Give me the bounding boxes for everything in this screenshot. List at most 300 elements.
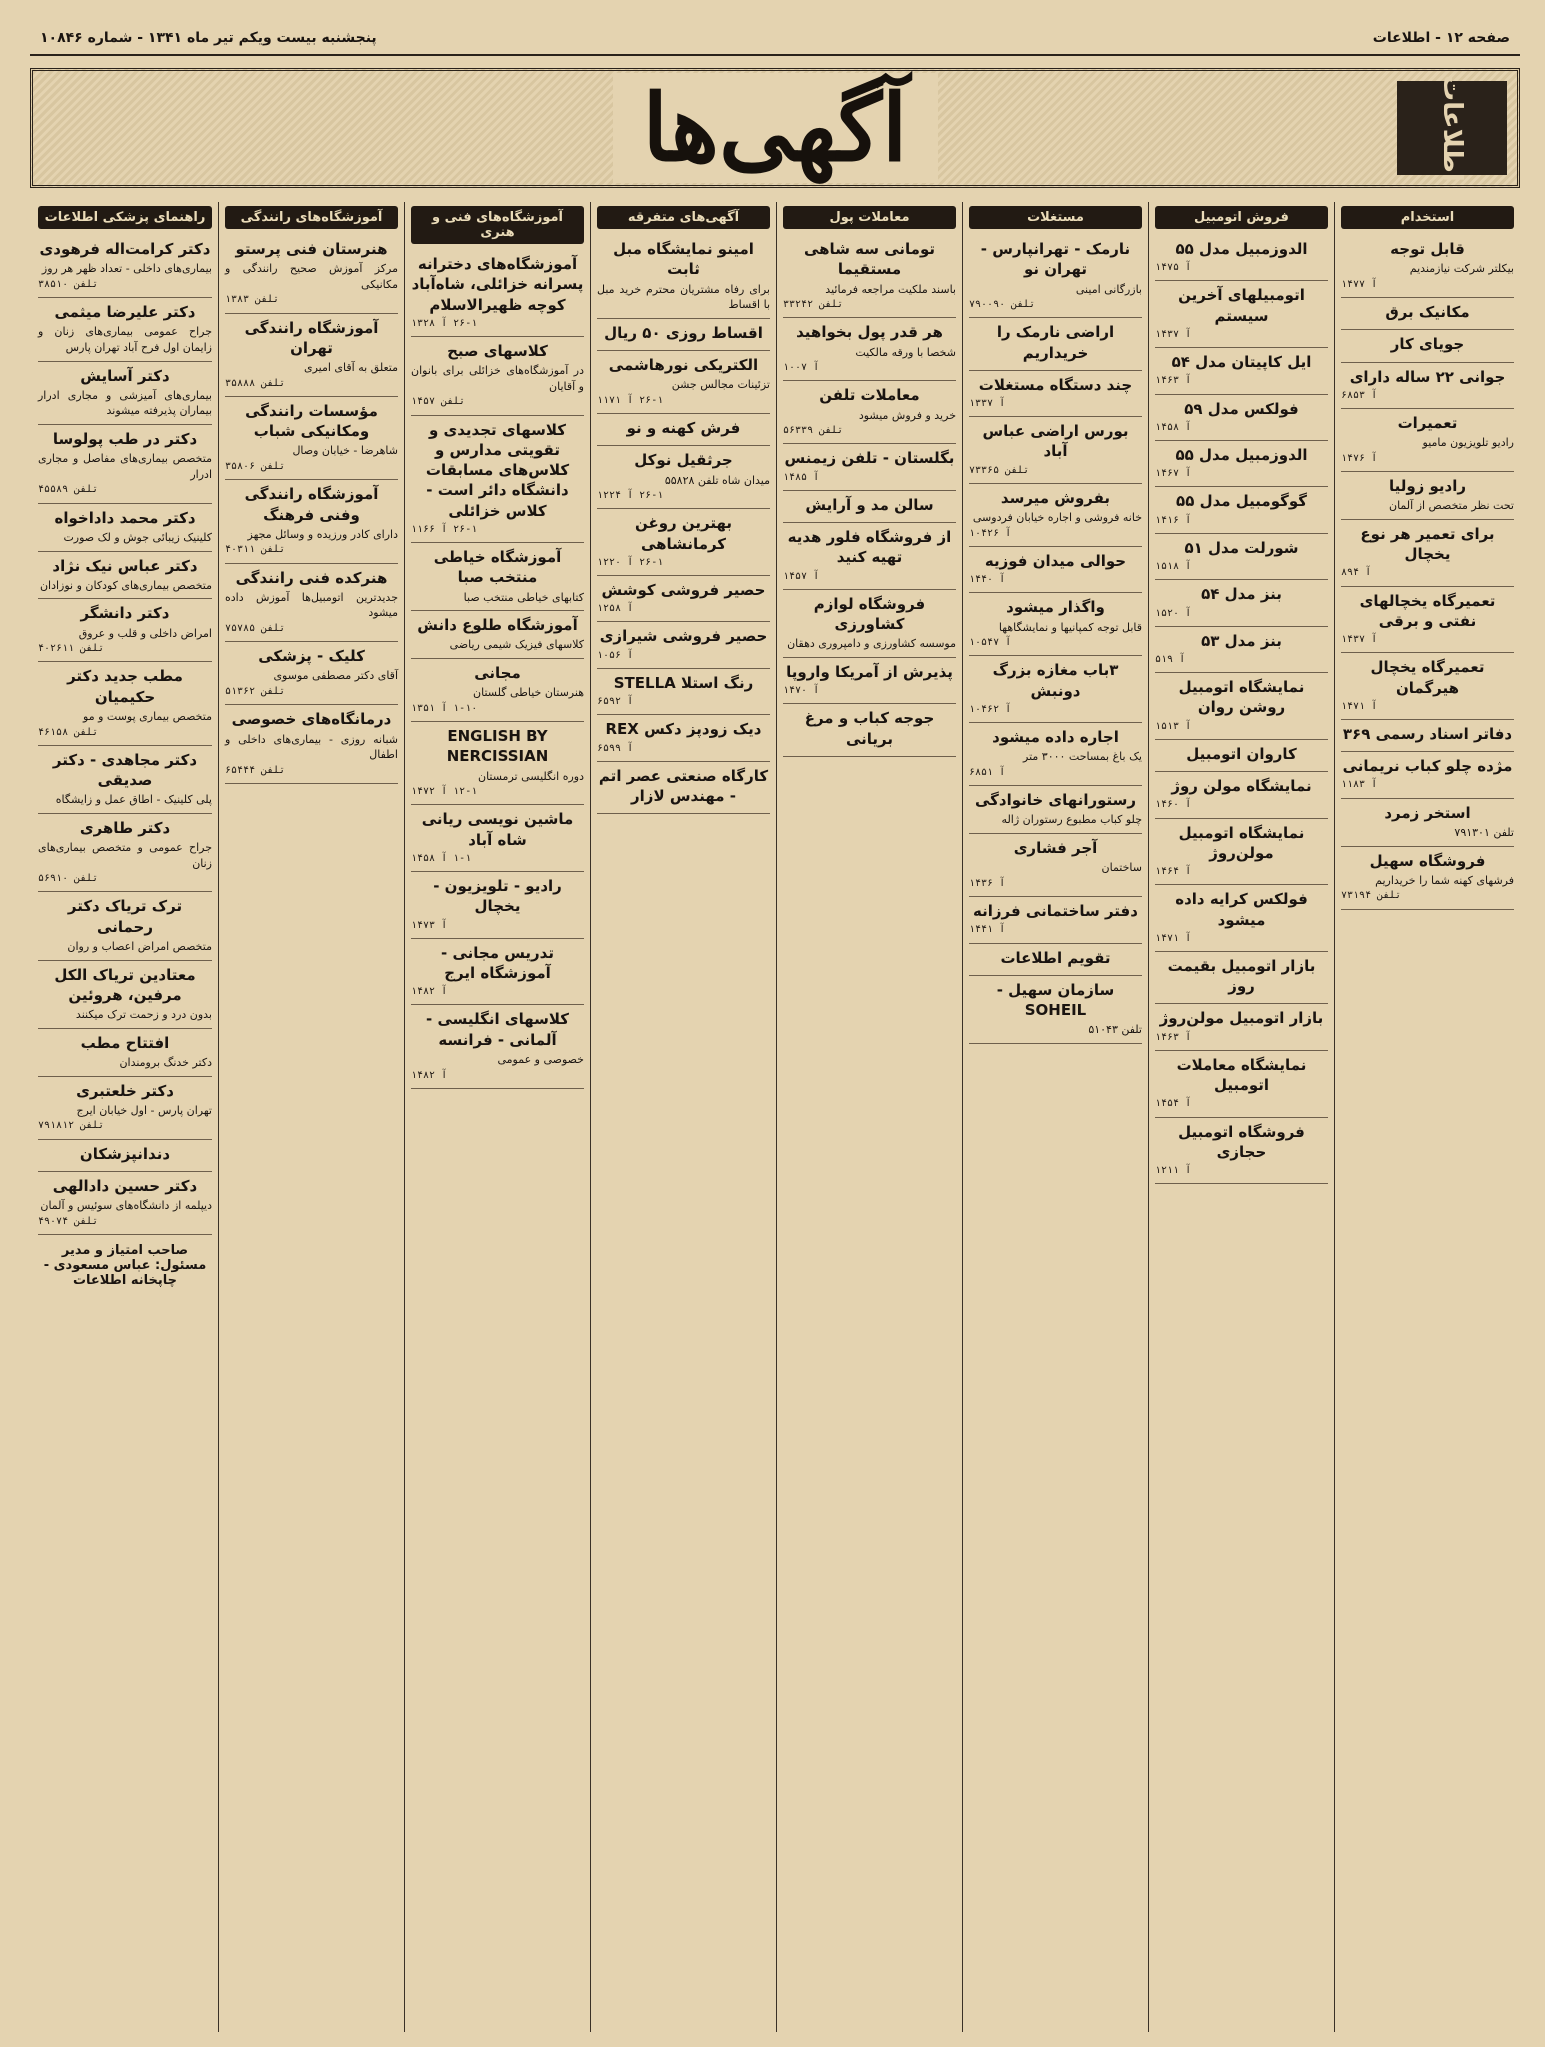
ad-code: تلفن ۷۳۱۹۴ xyxy=(1341,890,1402,902)
ad-title: فولکس مدل ۵۹ xyxy=(1184,399,1299,418)
ad-title: افتتاح مطب xyxy=(80,1033,170,1052)
classified-ad xyxy=(38,814,212,893)
ad-title: تومانی سه شاهی مستقیما xyxy=(803,240,935,279)
ad-code: آ ۱۰۵۴۷ xyxy=(969,637,1012,649)
ad-code: تلفن ۳۳۲۴۲ xyxy=(783,299,844,311)
classified-ad xyxy=(783,318,956,381)
column-money-deals xyxy=(776,202,962,2032)
ad-code: تلفن ۴۰۳۱۱ xyxy=(225,544,286,556)
classified-ad xyxy=(597,622,770,668)
ad-body: متخصص بیماری پوست و مو xyxy=(83,709,212,723)
ad-body: بیکلتر شرکت نیازمندیم xyxy=(1409,262,1514,276)
ad-title: دکتر عباس نیک نژاد xyxy=(52,556,198,575)
ad-code: آ ۱۴۶۴ xyxy=(1155,866,1192,878)
ad-code: تلفن ۳۵۸۰۶ xyxy=(225,461,286,473)
ad-title: حصیر فروشی کوشش xyxy=(601,581,766,599)
ad-title: درمانگاه‌های خصوصی xyxy=(231,710,392,729)
ad-code: تلفن ۷۵۷۸۵ xyxy=(225,623,286,635)
ad-body: چلو کباب مطبوع رستوران ژاله xyxy=(1001,813,1142,827)
classified-ad xyxy=(38,746,212,814)
classified-ad xyxy=(225,480,398,563)
classified-ad xyxy=(783,523,956,590)
classified-ad xyxy=(969,944,1142,976)
ad-code: آ ۶۸۵۳ xyxy=(1341,389,1378,401)
ad-title: آموزشگاه‌های دخترانه پسرانه خزائلی، شاه‌آباد کوچه ظهیرالاسلام xyxy=(411,255,584,314)
classified-ad xyxy=(1155,580,1328,626)
ad-body: بیماری‌های داخلی - تعداد ظهر هر روز xyxy=(41,262,212,276)
column-real-estate xyxy=(962,202,1148,2032)
classified-ad xyxy=(1341,799,1514,847)
ad-code: آ ۶۸۵۱ xyxy=(969,767,1006,778)
ad-title: دفاتر اسناد رسمی ۳۶۹ xyxy=(1342,724,1513,743)
classified-ad xyxy=(1341,363,1514,409)
classified-ad xyxy=(597,669,770,715)
classified-ad xyxy=(597,715,770,761)
ad-code: تلفن ۷۹۰۰۹۰ xyxy=(969,299,1036,311)
ad-title: جوانی ۲۲ ساله دارای xyxy=(1349,367,1506,386)
classified-ad xyxy=(411,805,584,872)
ad-code: تلفن ۷۹۱۸۱۲ xyxy=(38,1120,105,1132)
ad-title: بهترین روغن کرمانشاهی xyxy=(634,514,733,553)
ad-title: دکتر حسین دادالهی xyxy=(52,1176,198,1195)
ad-title: بازار اتومبیل مولن‌روژ xyxy=(1159,1009,1324,1028)
classified-ad xyxy=(1341,409,1514,472)
ad-title: ENGLISH BY NERCISSIAN xyxy=(446,727,549,766)
ad-title: آموزشگاه رانندگی تهران xyxy=(244,318,379,357)
ad-body: دوره انگلیسی ترمستان xyxy=(478,769,584,783)
ad-title: فرش کهنه و نو xyxy=(626,419,741,438)
classified-ad xyxy=(1155,1004,1328,1050)
classified-ad xyxy=(597,414,770,446)
ad-code: تلفن ۳۵۸۸۸ xyxy=(225,377,286,389)
ad-code: تلفن ۱۴۵۷ xyxy=(411,396,466,408)
ad-code: آ ۱۴۵۸ xyxy=(1155,421,1192,433)
classified-ad xyxy=(1341,330,1514,362)
ad-title: ترک تریاک دکتر رحمانی xyxy=(67,897,183,936)
ad-title: آموزشگاه طلوع دانش xyxy=(417,616,578,635)
ad-title: دکتر علیرضا میثمی xyxy=(54,303,196,322)
ad-title: جویای کار xyxy=(1390,335,1465,354)
classified-ad xyxy=(969,417,1142,484)
column-medical-guide xyxy=(32,202,218,2032)
classified-ad xyxy=(225,235,398,314)
classified-ad xyxy=(1341,472,1514,520)
masthead-title: آگهی‌ها xyxy=(613,73,938,183)
classified-ad xyxy=(1341,847,1514,910)
ad-title: فروشگاه لوازم کشاورزی xyxy=(813,594,926,634)
classified-ad xyxy=(1155,819,1328,886)
ad-code: آ ۱۴۶۳ xyxy=(1155,1031,1192,1043)
ad-body: خرید و فروش میشود xyxy=(858,408,956,422)
ad-title: فولکس کرایه داده میشود xyxy=(1175,890,1308,929)
ad-body: دکتر خدنگ برومندان xyxy=(119,1055,212,1069)
ad-body: متخصص امراض اعصاب و روان xyxy=(67,939,212,953)
ad-body: پلی کلینیک - اطاق عمل و زایشگاه xyxy=(55,793,212,807)
ad-code: آ ۱۴۷۰ xyxy=(783,685,820,697)
ad-code: آ ۱۴۱۶ xyxy=(1155,514,1192,526)
ad-body: جدیدترین اتومبیل‌ها آموزش داده میشود xyxy=(225,590,398,620)
ad-code: آ ۱۵۱۸ xyxy=(1155,561,1192,573)
ad-body: موسسه کشاورزی و دامپروری دهقان xyxy=(787,637,956,651)
classified-ad xyxy=(1155,952,1328,1005)
ad-title: معاملات تلفن xyxy=(819,386,920,405)
ad-title: امینو نمایشگاه مبل ثابت xyxy=(613,240,754,279)
ad-title: تقویم اطلاعات xyxy=(1000,948,1111,967)
ad-title: برای تعمیر هر نوع یخچال xyxy=(1360,524,1495,564)
classified-ad xyxy=(38,1172,212,1235)
ad-code: آ ۸۹۴ xyxy=(1341,567,1372,579)
ad-columns xyxy=(30,202,1520,2032)
ad-body: بازرگانی امینی xyxy=(1075,282,1142,296)
section-heading: آموزشگاه‌های رانندگی xyxy=(225,206,398,229)
ad-title: دکتر مجاهدی - دکتر صدیقی xyxy=(52,750,198,789)
ad-title: کاروان اتومبیل xyxy=(1186,744,1297,763)
ad-title: الدوزمبیل مدل ۵۵ xyxy=(1175,446,1308,464)
ad-body: جراح عمومی و متخصص بیماری‌های زنان xyxy=(38,841,212,870)
ad-title: دکتر کرامت‌اله فرهودی xyxy=(39,240,211,258)
ad-code: تلفن ۵۱۳۶۲ xyxy=(225,686,286,698)
ad-code: آ ۱۴۸۲ xyxy=(411,1069,448,1081)
ad-body: بیماری‌های آمیزشی و مجاری ادرار بیماران پذیرفته میشوند xyxy=(38,388,212,418)
ad-title: اجاره داده میشود xyxy=(992,728,1119,747)
ad-code: آ ۱۴۷۱ xyxy=(1155,932,1192,944)
ad-title: دکتر طاهری xyxy=(79,818,171,837)
ad-code: آ ۱۴۳۶ xyxy=(969,877,1006,889)
ad-body: خصوصی و عمومی xyxy=(497,1052,584,1066)
ad-title: گوگومبیل مدل ۵۵ xyxy=(1176,492,1307,511)
ad-code: ۲۶-۱ آ ۱۱۶۶ xyxy=(411,523,478,535)
classified-ad xyxy=(969,897,1142,943)
classified-ad xyxy=(1155,740,1328,772)
column-automobiles xyxy=(1148,202,1334,2032)
classified-ad xyxy=(969,593,1142,656)
classified-ad xyxy=(597,446,770,509)
ad-code: آ ۶۵۹۹ xyxy=(597,742,634,754)
classified-ad xyxy=(225,564,398,643)
ad-title: جوجه کباب و مرغ بریانی xyxy=(804,709,935,748)
classified-ad xyxy=(783,658,956,704)
classified-ad xyxy=(411,416,584,543)
section-heading: راهنمای پزشکی اطلاعات xyxy=(38,206,212,229)
ad-body: قابل توجه کمپانیها و نمایشگاهها xyxy=(998,620,1142,634)
classified-ad xyxy=(411,722,584,805)
ad-title: تعمیرگاه یخچال هیرگمان xyxy=(1370,658,1485,697)
classified-ad xyxy=(1155,1051,1328,1118)
ad-code: آ ۱۱۸۳ xyxy=(1341,779,1378,791)
masthead xyxy=(30,68,1520,188)
ad-title: هر قدر پول بخواهید xyxy=(796,323,943,342)
ad-code: آ ۱۴۷۵ xyxy=(1155,262,1192,274)
ad-code: تلفن ۴۶۱۵۸ xyxy=(38,726,99,738)
ad-code: آ ۱۴۵۷ xyxy=(783,570,820,582)
column-employment xyxy=(1334,202,1520,2032)
ad-title: چند دستگاه مستغلات xyxy=(978,375,1133,394)
ad-title: مطب جدید دکتر حکیمیان xyxy=(67,667,183,706)
classified-ad xyxy=(38,892,212,960)
classified-ad xyxy=(1155,235,1328,281)
ad-code: ۱-۱۰ آ ۱۳۵۱ xyxy=(411,702,478,714)
date-label: پنجشنبه بیست ویکم تیر ماه ۱۳۴۱ - شماره ۱۰۸۴۶ xyxy=(40,30,377,46)
ad-title: آموزشگاه خیاطی منتخب صبا xyxy=(433,548,562,587)
classified-ad xyxy=(225,397,398,480)
classified-ad xyxy=(1155,534,1328,580)
ad-title: دفتر ساختمانی فرزانه xyxy=(973,902,1138,921)
ad-title: نمایشگاه اتومبیل مولن‌روژ xyxy=(1178,823,1305,862)
ad-title: تدریس مجانی - آموزشگاه ایرج xyxy=(441,943,554,982)
ad-code: آ ۱۰۴۲۶ xyxy=(969,527,1012,539)
ad-code: تلفن ۷۳۳۶۵ xyxy=(969,464,1030,476)
classified-ad xyxy=(411,1005,584,1088)
ad-title: هنرکده فنی رانندگی xyxy=(235,568,388,587)
ad-body: متخصص بیماری‌های مفاصل و مجاری ادرار xyxy=(38,452,212,481)
ad-title: بنز مدل ۵۴ xyxy=(1201,585,1282,604)
ad-code: تلفن ۵۶۹۱۰ xyxy=(38,873,99,885)
ad-body: مرکز آموزش صحیح رانندگی و مکانیکی xyxy=(225,262,398,291)
ad-code: آ ۱۴۸۲ xyxy=(411,986,448,998)
classified-ad xyxy=(969,656,1142,723)
ad-code: تلفن ۳۸۵۱۰ xyxy=(38,278,99,290)
classified-ad xyxy=(1155,395,1328,441)
ad-title: هنرستان فنی پرستو xyxy=(235,240,388,258)
ad-title: ۳باب مغازه بزرگ دونبش xyxy=(992,661,1119,700)
ad-title: نارمک - تهرانپارس - تهران نو xyxy=(980,240,1131,279)
classified-ad xyxy=(411,250,584,337)
ad-body: شبانه روزی - بیماری‌های داخلی و اطفال xyxy=(225,732,398,762)
classified-ad xyxy=(597,235,770,319)
ad-code: آ ۱۴۳۷ xyxy=(1155,328,1192,340)
ad-title: قابل توجه xyxy=(1390,240,1465,258)
ad-code: آ ۱۴۶۰ xyxy=(1155,799,1192,811)
ad-code: آ ۱۰۵۶ xyxy=(597,649,634,661)
ad-code: آ ۱۴۵۴ xyxy=(1155,1098,1192,1110)
section-heading: فروش اتومبیل xyxy=(1155,206,1328,229)
ad-code: آ ۱۴۷۷ xyxy=(1341,278,1378,290)
ad-body: بدون درد و زحمت ترک میکنند xyxy=(75,1008,212,1022)
classified-ad xyxy=(38,235,212,298)
classified-ad xyxy=(969,371,1142,417)
ad-code: آ ۱۲۱۱ xyxy=(1155,1165,1192,1177)
classified-ad xyxy=(597,509,770,576)
ad-title: کلیک - پزشکی xyxy=(258,647,365,666)
ad-body: خانه فروشی و اجاره خیابان فردوسی xyxy=(972,511,1142,525)
classified-ad xyxy=(969,976,1142,1044)
ad-title: دکتر آسایش xyxy=(80,366,170,385)
ad-code: آ ۱۴۷۱ xyxy=(1341,700,1378,712)
classified-ad xyxy=(969,318,1142,371)
classified-ad xyxy=(38,662,212,745)
classified-ad xyxy=(225,642,398,705)
ad-title: مجانی xyxy=(474,664,521,682)
classified-ad xyxy=(38,599,212,662)
ad-title: جرثقیل نوکل xyxy=(634,451,733,470)
ad-code: تلفن ۶۵۴۴۴ xyxy=(225,764,286,776)
classified-ad xyxy=(783,444,956,490)
ad-body: کتابهای خیاطی منتخب صبا xyxy=(463,590,584,604)
classified-ad xyxy=(1155,441,1328,487)
ad-code: آ ۱۴۴۱ xyxy=(969,924,1006,936)
classified-ad xyxy=(969,786,1142,834)
ad-code: ۲۶-۱ آ ۱۱۷۱ xyxy=(597,394,664,406)
ad-title: سالن مد و آرایش xyxy=(805,495,934,514)
classified-ad xyxy=(38,425,212,504)
ad-title: شورلت مدل ۵۱ xyxy=(1184,538,1299,557)
classified-ad xyxy=(1155,772,1328,818)
ad-title: نمایشگاه اتومبیل روشن روان xyxy=(1178,678,1305,717)
ad-code: ۱۲-۱ آ ۱۴۷۲ xyxy=(411,786,478,798)
classified-ad xyxy=(1341,298,1514,330)
classified-ad xyxy=(411,659,584,722)
classified-ad xyxy=(969,723,1142,786)
ad-title: نمایشگاه معاملات اتومبیل xyxy=(1176,1055,1307,1095)
ad-title: سازمان سهیل - SOHEIL xyxy=(996,980,1115,1020)
ad-body: متخصص بیماری‌های کودکان و نوزادان xyxy=(39,578,212,592)
ad-code: تلفن ۴۰۲۶۱۱ xyxy=(38,643,105,655)
ad-body: ساختمان xyxy=(1101,861,1142,875)
classified-ad xyxy=(1341,587,1514,654)
ad-title: حصیر فروشی شیرازی xyxy=(599,627,768,646)
classified-ad xyxy=(411,872,584,939)
ad-code: آ ۱۴۶۳ xyxy=(1155,375,1192,387)
ad-title: آجر فشاری xyxy=(1013,839,1098,858)
ad-body: تزئینات مجالس جشن xyxy=(671,378,770,392)
ad-title: مؤسسات رانندگی ومکانیکی شباب xyxy=(245,401,378,441)
ad-code: ۱-۱ آ ۱۴۵۸ xyxy=(411,852,472,864)
classified-ad xyxy=(1341,520,1514,587)
ad-code: آ ۱۴۳۷ xyxy=(1341,634,1378,646)
ad-title: بورس اراضی عباس آباد xyxy=(982,422,1129,461)
classified-ad xyxy=(225,705,398,784)
ad-code: تلفن ۴۹۰۷۴ xyxy=(38,1215,99,1227)
ad-title: رنگ استلا STELLA xyxy=(613,673,754,692)
ad-title: کارگاه صنعتی عصر اتم - مهندس لازار xyxy=(598,766,769,805)
classified-ad xyxy=(597,576,770,622)
ad-body: جراح عمومی بیماری‌های زنان و زایمان اول فرح آباد تهران پارس xyxy=(38,325,212,354)
page-label: صفحه ۱۲ - اطلاعات xyxy=(1372,30,1510,46)
ad-body: شخصا با ورقه مالکیت xyxy=(855,345,956,359)
ad-title: الکتریکی نورهاشمی xyxy=(608,355,759,374)
ad-body: در آموزشگاه‌های خزائلی برای بانوان و آقایان xyxy=(411,364,584,393)
ad-title: بگلستان - تلفن زیمنس xyxy=(784,449,955,468)
ad-title: واگذار میشود xyxy=(1006,598,1105,617)
classified-ad xyxy=(1155,348,1328,394)
classified-ad xyxy=(411,337,584,416)
ad-title: نمایشگاه مولن روژ xyxy=(1171,777,1312,796)
ad-title: دیک زودپز دکس REX xyxy=(605,720,762,739)
ad-title: مژده چلو کباب نریمانی xyxy=(1342,757,1513,776)
masthead-badge: اطلاعات xyxy=(1397,81,1507,175)
column-driving-schools xyxy=(218,202,404,2032)
ad-title: الدوزمبیل مدل ۵۵ xyxy=(1175,240,1308,258)
ad-body: باسند ملکیت مراجعه فرمائید xyxy=(825,282,956,296)
ad-title: تعمیرات xyxy=(1397,413,1458,432)
ad-body: دیپلمه از دانشگاه‌های سوئیس و آلمان xyxy=(40,1199,212,1213)
classified-ad xyxy=(1341,720,1514,752)
ad-title: فروشگاه سهیل xyxy=(1369,851,1486,870)
classified-ad xyxy=(597,351,770,414)
ad-code: آ ۱۴۷۶ xyxy=(1341,452,1378,464)
ad-title: رستورانهای خانوادگی xyxy=(974,791,1137,810)
ad-code: ۲۶-۱ آ ۱۳۲۸ xyxy=(411,317,478,329)
column-arts-schools xyxy=(404,202,590,2032)
section-heading: آموزشگاه‌های فنی و هنری xyxy=(411,206,584,244)
classified-ad xyxy=(969,547,1142,593)
ad-body: یک باغ بمساحت ۳۰۰۰ متر xyxy=(1023,750,1142,764)
ad-code: آ ۱۰۴۶۲ xyxy=(969,703,1012,715)
ad-code: آ ۱۵۲۰ xyxy=(1155,607,1192,619)
ad-body: برای رفاه مشتریان محترم خرید مبل با اقساط xyxy=(597,282,770,312)
ad-title: ایل کاپیتان مدل ۵۴ xyxy=(1171,353,1312,372)
ad-body: هنرستان خیاطی گلستان xyxy=(473,686,584,700)
ad-body: آقای دکتر مصطفی موسوی xyxy=(273,669,398,683)
ad-body: فرشهای کهنه شما را خریداریم xyxy=(1375,873,1514,887)
ad-code: تلفن ۱۳۸۳ xyxy=(225,294,280,306)
classified-ad xyxy=(411,543,584,611)
ad-body: میدان شاه تلفن ۵۵۸۲۸ xyxy=(664,473,770,487)
ad-title: آموزشگاه رانندگی وفنی فرهنگ xyxy=(244,485,379,524)
ad-title: ماشین نویسی ریانی شاه آباد xyxy=(421,810,574,849)
ad-title: کلاسهای انگلیسی - آلمانی - فرانسه xyxy=(426,1010,569,1049)
running-header xyxy=(30,22,1520,56)
ad-code: آ ۱۵۱۳ xyxy=(1155,720,1192,732)
ad-title: اراضی نارمک را خریداریم xyxy=(996,323,1115,362)
ad-code: آ ۱۴۷۳ xyxy=(411,919,448,931)
column-misc-ads xyxy=(590,202,776,2032)
classified-ad xyxy=(1155,885,1328,952)
classified-ad xyxy=(38,961,212,1029)
ad-code: تلفن ۴۵۵۸۹ xyxy=(38,484,99,496)
classified-ad xyxy=(38,362,212,425)
ad-body: شاهرضا - خیابان وصال xyxy=(292,444,398,458)
ad-code: تلفن ۵۶۳۳۹ xyxy=(783,425,844,437)
ad-body: رادیو تلویزیون مامیو xyxy=(1422,436,1514,450)
classified-ad xyxy=(597,762,770,815)
ad-title: دندانپزشکان xyxy=(79,1144,171,1163)
ad-title: تعمیرگاه یخچالهای نفتی و برقی xyxy=(1359,591,1496,630)
publisher-note: صاحب امتیاز و مدیر مسئول: عباس مسعودی - چاپخانه اطلاعات xyxy=(43,1242,207,1288)
ad-title: اقساط روزی ۵۰ ریال xyxy=(604,323,763,342)
classified-ad xyxy=(783,381,956,444)
ad-body: تلفن ۵۱۰۴۳ xyxy=(1088,1023,1142,1037)
ad-body: متعلق به آقای امیری xyxy=(303,361,398,375)
ad-code: آ ۵۱۹ xyxy=(1155,654,1186,665)
ad-body: امراض داخلی و قلب و عروق xyxy=(78,626,212,640)
ad-title: کلاسهای صبح xyxy=(447,341,548,360)
ad-code: آ ۱۳۳۷ xyxy=(969,398,1006,410)
classified-ad xyxy=(225,314,398,397)
section-heading: معاملات پول xyxy=(783,206,956,229)
section-heading: مستغلات xyxy=(969,206,1142,229)
ad-title: دکتر دانشگر xyxy=(80,604,170,623)
ad-code: آ ۱۴۸۵ xyxy=(783,471,820,483)
ad-title: بنز مدل ۵۳ xyxy=(1201,631,1282,650)
classified-ad xyxy=(1341,752,1514,798)
ad-body: کلینیک زیبائی جوش و لک صورت xyxy=(63,530,212,544)
ad-title: اتومبیلهای آخرین سیستم xyxy=(1178,286,1305,325)
classified-ad xyxy=(1155,627,1328,673)
ad-title: دکتر خلعتبری xyxy=(76,1081,174,1100)
classified-ad xyxy=(783,704,956,757)
ad-title: فروشگاه اتومبیل حجازی xyxy=(1178,1122,1305,1161)
ad-title: دکتر محمد داداخواه xyxy=(54,508,196,527)
classified-ad xyxy=(1155,487,1328,533)
ad-body: تهران پارس - اول خیابان ایرج xyxy=(76,1103,212,1117)
classified-ad xyxy=(411,611,584,659)
ad-title: استخر زمرد xyxy=(1384,803,1471,822)
ad-code: آ ۱۲۵۸ xyxy=(597,603,634,615)
newspaper-page xyxy=(30,22,1520,2022)
ad-code: آ ۱۴۴۰ xyxy=(969,574,1006,586)
ad-code: آ ۱۴۶۷ xyxy=(1155,468,1192,480)
